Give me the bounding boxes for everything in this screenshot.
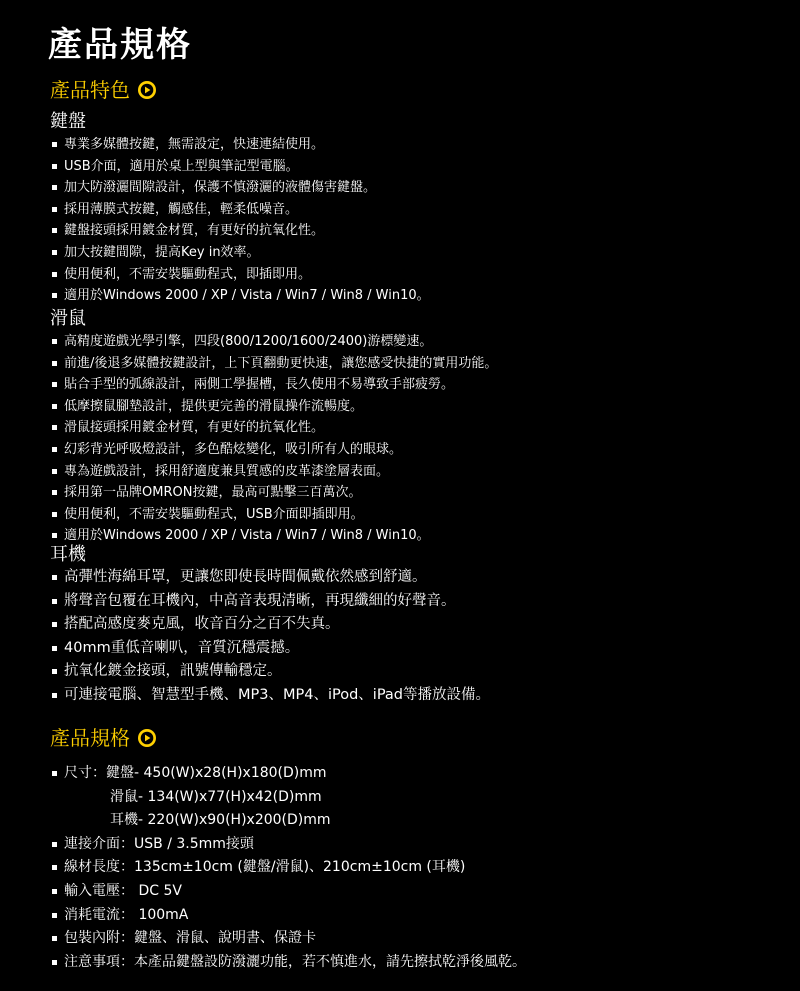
list-item-text: 鍵盤接頭採用鍍金材質，有更好的抗氧化性。 [64, 223, 325, 239]
spec-notice-text: 注意事項：本產品鍵盤設防潑灑功能，若不慎進水，請先擦拭乾淨後風乾。 [64, 953, 526, 970]
spec-size-headset-text: 耳機- 220(W)x90(H)x200(D)mm [110, 812, 331, 829]
list-item [50, 331, 497, 353]
list-item [50, 396, 497, 418]
features-heading-label: 產品特色 [50, 78, 130, 102]
list-item-text: 高精度遊戲光學引擎，四段(800/1200/1600/2400)游標變速。 [64, 334, 433, 349]
list-item [50, 353, 497, 375]
list-item [50, 285, 430, 307]
bullet [52, 646, 57, 651]
bullet [52, 512, 57, 517]
list-item [50, 264, 430, 286]
list-item-text: 幻彩背光呼吸燈設計，多色酷炫變化，吸引所有人的眼球。 [64, 441, 403, 457]
bullet [52, 425, 57, 430]
list-item-text: 專業多媒體按鍵，無需設定，快速連結使用。 [64, 137, 325, 152]
page-title: 產品規格 [48, 25, 192, 65]
bullet [52, 469, 57, 474]
features-heading [50, 76, 156, 104]
list-item-text: 加大按鍵間隙，提高Key in效率。 [64, 244, 260, 260]
list-item [50, 660, 490, 684]
bullet [52, 936, 57, 941]
bullet [52, 865, 57, 870]
bullet [52, 889, 57, 894]
keyboard-feature-list [50, 134, 430, 307]
bullet [52, 693, 57, 698]
list-item [50, 525, 497, 547]
bullet [52, 293, 57, 298]
bullet [52, 490, 57, 495]
list-item-text: 前進/後退多媒體按鍵設計，上下頁翻動更快速，讓您感受快捷的實用功能。 [64, 355, 498, 371]
headset-feature-list [50, 566, 490, 707]
mouse-title: 滑鼠 [50, 308, 86, 329]
list-item [50, 156, 430, 178]
bullet [52, 447, 57, 452]
spec-voltage-text: 輸入電壓： DC 5V [64, 882, 182, 899]
bullet [52, 669, 57, 674]
spec-interface-text: 連接介面：USB / 3.5mm接頭 [64, 835, 254, 852]
bullet [52, 361, 57, 366]
list-item-text: 加大防潑灑間隙設計，保護不慎潑灑的液體傷害鍵盤。 [64, 180, 377, 196]
bullet [52, 599, 57, 604]
list-item-text: 40mm重低音喇叭，音質沉穩震撼。 [64, 639, 300, 656]
spec-size-mouse-text: 滑鼠- 134(W)x77(H)x42(D)mm [110, 788, 322, 805]
list-item-text: 採用第一品牌OMRON按鍵，最高可點擊三百萬次。 [64, 485, 362, 501]
list-item-text: 貼合手型的弧線設計，兩側工學握槽，長久使用不易導致手部疲勞。 [64, 377, 455, 393]
list-item-text: USB介面，適用於桌上型與筆記型電腦。 [64, 158, 299, 174]
bullet [52, 185, 57, 190]
spec-current-text: 消耗電流： 100mA [64, 906, 189, 923]
list-item [50, 374, 497, 396]
list-item-text: 抗氧化鍍金接頭，訊號傳輸穩定。 [64, 663, 282, 679]
list-item-text: 滑鼠接頭採用鍍金材質，有更好的抗氧化性。 [64, 420, 325, 436]
bullet [52, 142, 57, 147]
bullet [52, 913, 57, 918]
list-item [50, 684, 490, 708]
list-item-text: 將聲音包覆在耳機內，中高音表現清晰，再現纖細的好聲音。 [64, 592, 456, 609]
spec-package-text: 包裝內附：鍵盤、滑鼠、說明書、保證卡 [64, 930, 316, 947]
bullet [52, 164, 57, 169]
specs-heading [50, 724, 156, 752]
list-item-text: 專為遊戲設計，採用舒適度兼具質感的皮革漆塗層表面。 [64, 463, 390, 479]
list-item [50, 417, 497, 439]
play-circle-icon [138, 729, 156, 747]
list-item [50, 637, 490, 661]
bullet [52, 622, 57, 627]
bullet [52, 771, 57, 776]
bullet [52, 842, 57, 847]
spec-size-text: 尺寸：鍵盤- 450(W)x28(H)x180(D)mm [64, 765, 327, 781]
bullet [52, 404, 57, 409]
list-item [50, 242, 430, 264]
list-item [50, 220, 430, 242]
spec-size [50, 762, 526, 786]
list-item [50, 177, 430, 199]
spec-list [50, 762, 526, 974]
list-item [50, 134, 430, 156]
bullet [52, 250, 57, 255]
spec-size-mouse [50, 786, 526, 810]
list-item [50, 566, 490, 590]
specs-heading-label: 產品規格 [50, 726, 130, 750]
spec-current [50, 904, 526, 928]
list-item [50, 439, 497, 461]
list-item [50, 482, 497, 504]
list-item [50, 590, 490, 614]
list-item-text: 適用於Windows 2000 / XP / Vista / Win7 / Win8 / Win10。 [64, 288, 430, 304]
mouse-feature-list [50, 331, 497, 547]
bullet [52, 272, 57, 277]
list-item-text: 使用便利，不需安裝驅動程式，USB介面即插即用。 [64, 506, 364, 522]
spec-cable [50, 856, 526, 880]
list-item-text: 搭配高感度麥克風，收音百分之百不失真。 [64, 616, 340, 632]
list-item-text: 適用於Windows 2000 / XP / Vista / Win7 / Win8 / Win10。 [64, 528, 430, 544]
bullet [52, 339, 57, 344]
bullet [52, 575, 57, 580]
bullet [52, 207, 57, 212]
list-item-text: 採用薄膜式按鍵，觸感佳，輕柔低噪音。 [64, 201, 299, 217]
list-item [50, 613, 490, 637]
list-item-text: 高彈性海綿耳罩，更讓您即使長時間佩戴依然感到舒適。 [64, 569, 427, 585]
list-item-text: 可連接電腦、智慧型手機、MP3、MP4、iPod、iPad等播放設備。 [64, 686, 490, 703]
spec-cable-text: 線材長度：135cm±10cm (鍵盤/滑鼠)、210cm±10cm (耳機) [64, 859, 466, 876]
bullet [52, 382, 57, 387]
bullet [52, 228, 57, 233]
bullet [52, 533, 57, 538]
list-item [50, 199, 430, 221]
spec-interface [50, 833, 526, 857]
bullet [52, 960, 57, 965]
play-circle-icon [138, 81, 156, 99]
spec-voltage [50, 880, 526, 904]
headset-title: 耳機 [50, 544, 86, 565]
keyboard-title: 鍵盤 [50, 111, 86, 132]
list-item-text: 使用便利，不需安裝驅動程式，即插即用。 [64, 266, 312, 282]
list-item-text: 低摩擦鼠腳墊設計，提供更完善的滑鼠操作流暢度。 [64, 398, 364, 414]
spec-size-headset [50, 809, 526, 833]
list-item [50, 461, 497, 483]
spec-notice [50, 951, 526, 975]
list-item [50, 504, 497, 526]
spec-package [50, 927, 526, 951]
